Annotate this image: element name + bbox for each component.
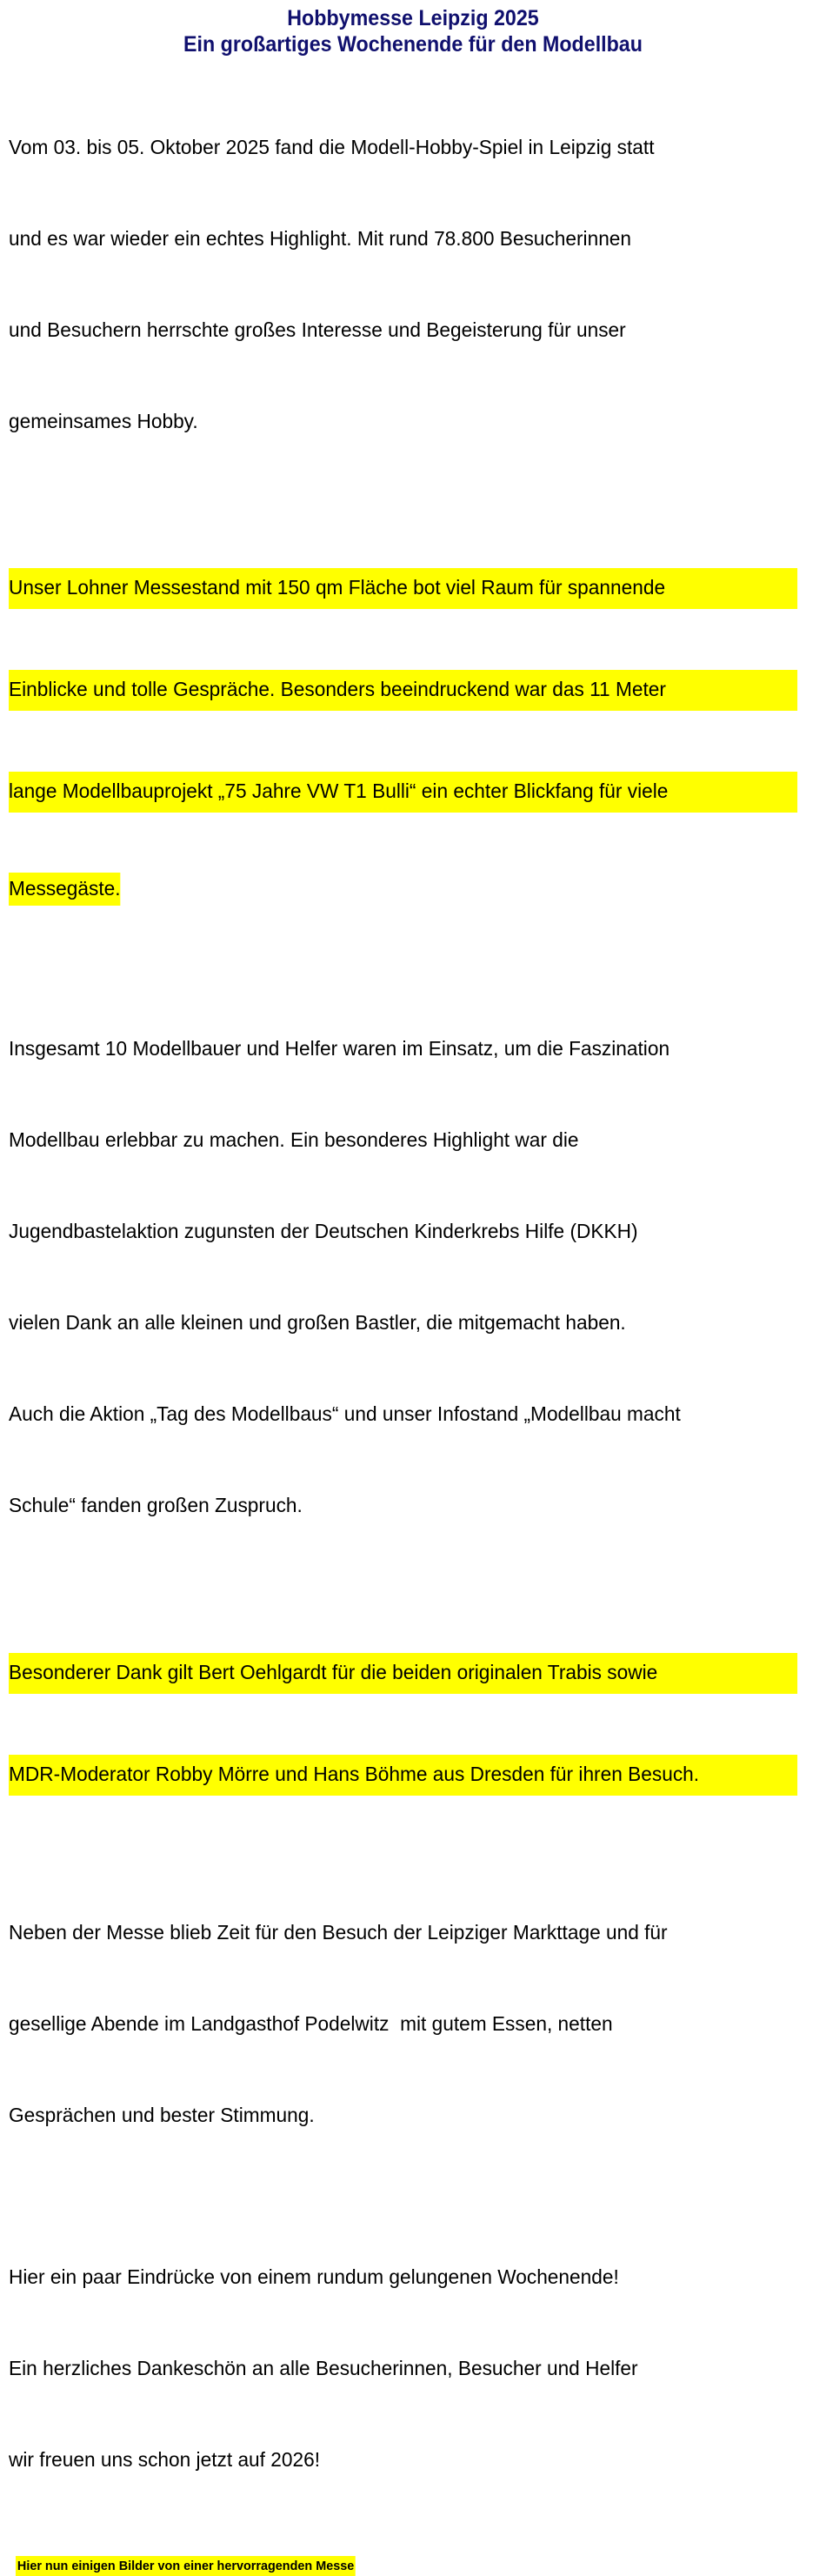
text-line: Auch die Aktion „Tag des Modellbaus“ und unser Infostand „Modellbau macht — [9, 1402, 681, 1425]
paragraph-abschluss — [9, 2201, 797, 2536]
page-title — [29, 0, 797, 57]
text-line-highlighted: MDR-Moderator Robby Mörre und Hans Böhme aus Dresden für ihren Besuch. — [9, 1755, 797, 1796]
text-line: Vom 03. bis 05. Oktober 2025 fand die Modell-Hobby-Spiel in Leipzig statt — [9, 136, 655, 158]
text-line: vielen Dank an alle kleinen und großen Bastler, die mitgemacht haben. — [9, 1311, 626, 1334]
text-line: Modellbau erlebbar zu machen. Ein besonderes Highlight war die — [9, 1128, 579, 1151]
text-line: Ein herzliches Dankeschön an alle Besucherinnen, Besucher und Helfer — [9, 2357, 638, 2379]
paragraph-modellbauer — [9, 973, 797, 1582]
text-line-highlighted: Besonderer Dank gilt Bert Oehlgardt für die beiden originalen Trabis sowie — [9, 1653, 797, 1694]
text-line-highlighted: Unser Lohner Messestand mit 150 qm Fläche bot viel Raum für spannende — [9, 568, 797, 609]
text-line: Schule“ fanden großen Zuspruch. — [9, 1494, 303, 1516]
paragraph-messestand-highlighted — [9, 507, 797, 965]
text-line: und Besuchern herrschte großes Interesse und Begeisterung für unser — [9, 318, 626, 341]
text-line: Jugendbastelaktion zugunsten der Deutschen Kinderkrebs Hilfe (DKKH) — [9, 1220, 638, 1242]
text-line-highlighted: lange Modellbauprojekt „75 Jahre VW T1 Bulli“ ein echter Blickfang für viele — [9, 772, 797, 813]
page-title-line-2: Ein großartiges Wochenende für den Modellbau — [183, 32, 643, 57]
text-line: und es war wieder ein echtes Highlight. Mit rund 78.800 Besucherinnen — [9, 227, 632, 250]
paragraph-dank-highlighted — [9, 1592, 797, 1857]
text-line: Hier ein paar Eindrücke von einem rundum gelungenen Wochenende! — [9, 2265, 619, 2288]
gallery-caption-text: Hier nun einigen Bilder von einer hervorragenden Messe — [16, 2556, 356, 2576]
text-line: gemeinsames Hobby. — [9, 410, 198, 432]
text-line: wir freuen uns schon jetzt auf 2026! — [9, 2448, 321, 2471]
text-line-highlighted: Einblicke und tolle Gespräche. Besonders beeindruckend war das 11 Meter — [9, 670, 797, 711]
text-line: Gesprächen und bester Stimmung. — [9, 2104, 315, 2126]
gallery-caption — [16, 2558, 794, 2575]
text-line-highlighted: Messegäste. — [9, 873, 797, 904]
paragraph-intro — [9, 71, 797, 498]
text-line: Neben der Messe blieb Zeit für den Besuch der Leipziger Markttage und für — [9, 1921, 668, 1944]
text-line: gesellige Abende im Landgasthof Podelwitz mit gutem Essen, netten — [9, 2012, 613, 2035]
article-body — [0, 71, 826, 2575]
paragraph-rahmenprogramm — [9, 1857, 797, 2191]
text-line: Insgesamt 10 Modellbauer und Helfer waren im Einsatz, um die Faszination — [9, 1037, 670, 1060]
page-title-line-1: Hobbymesse Leipzig 2025 — [287, 6, 539, 30]
